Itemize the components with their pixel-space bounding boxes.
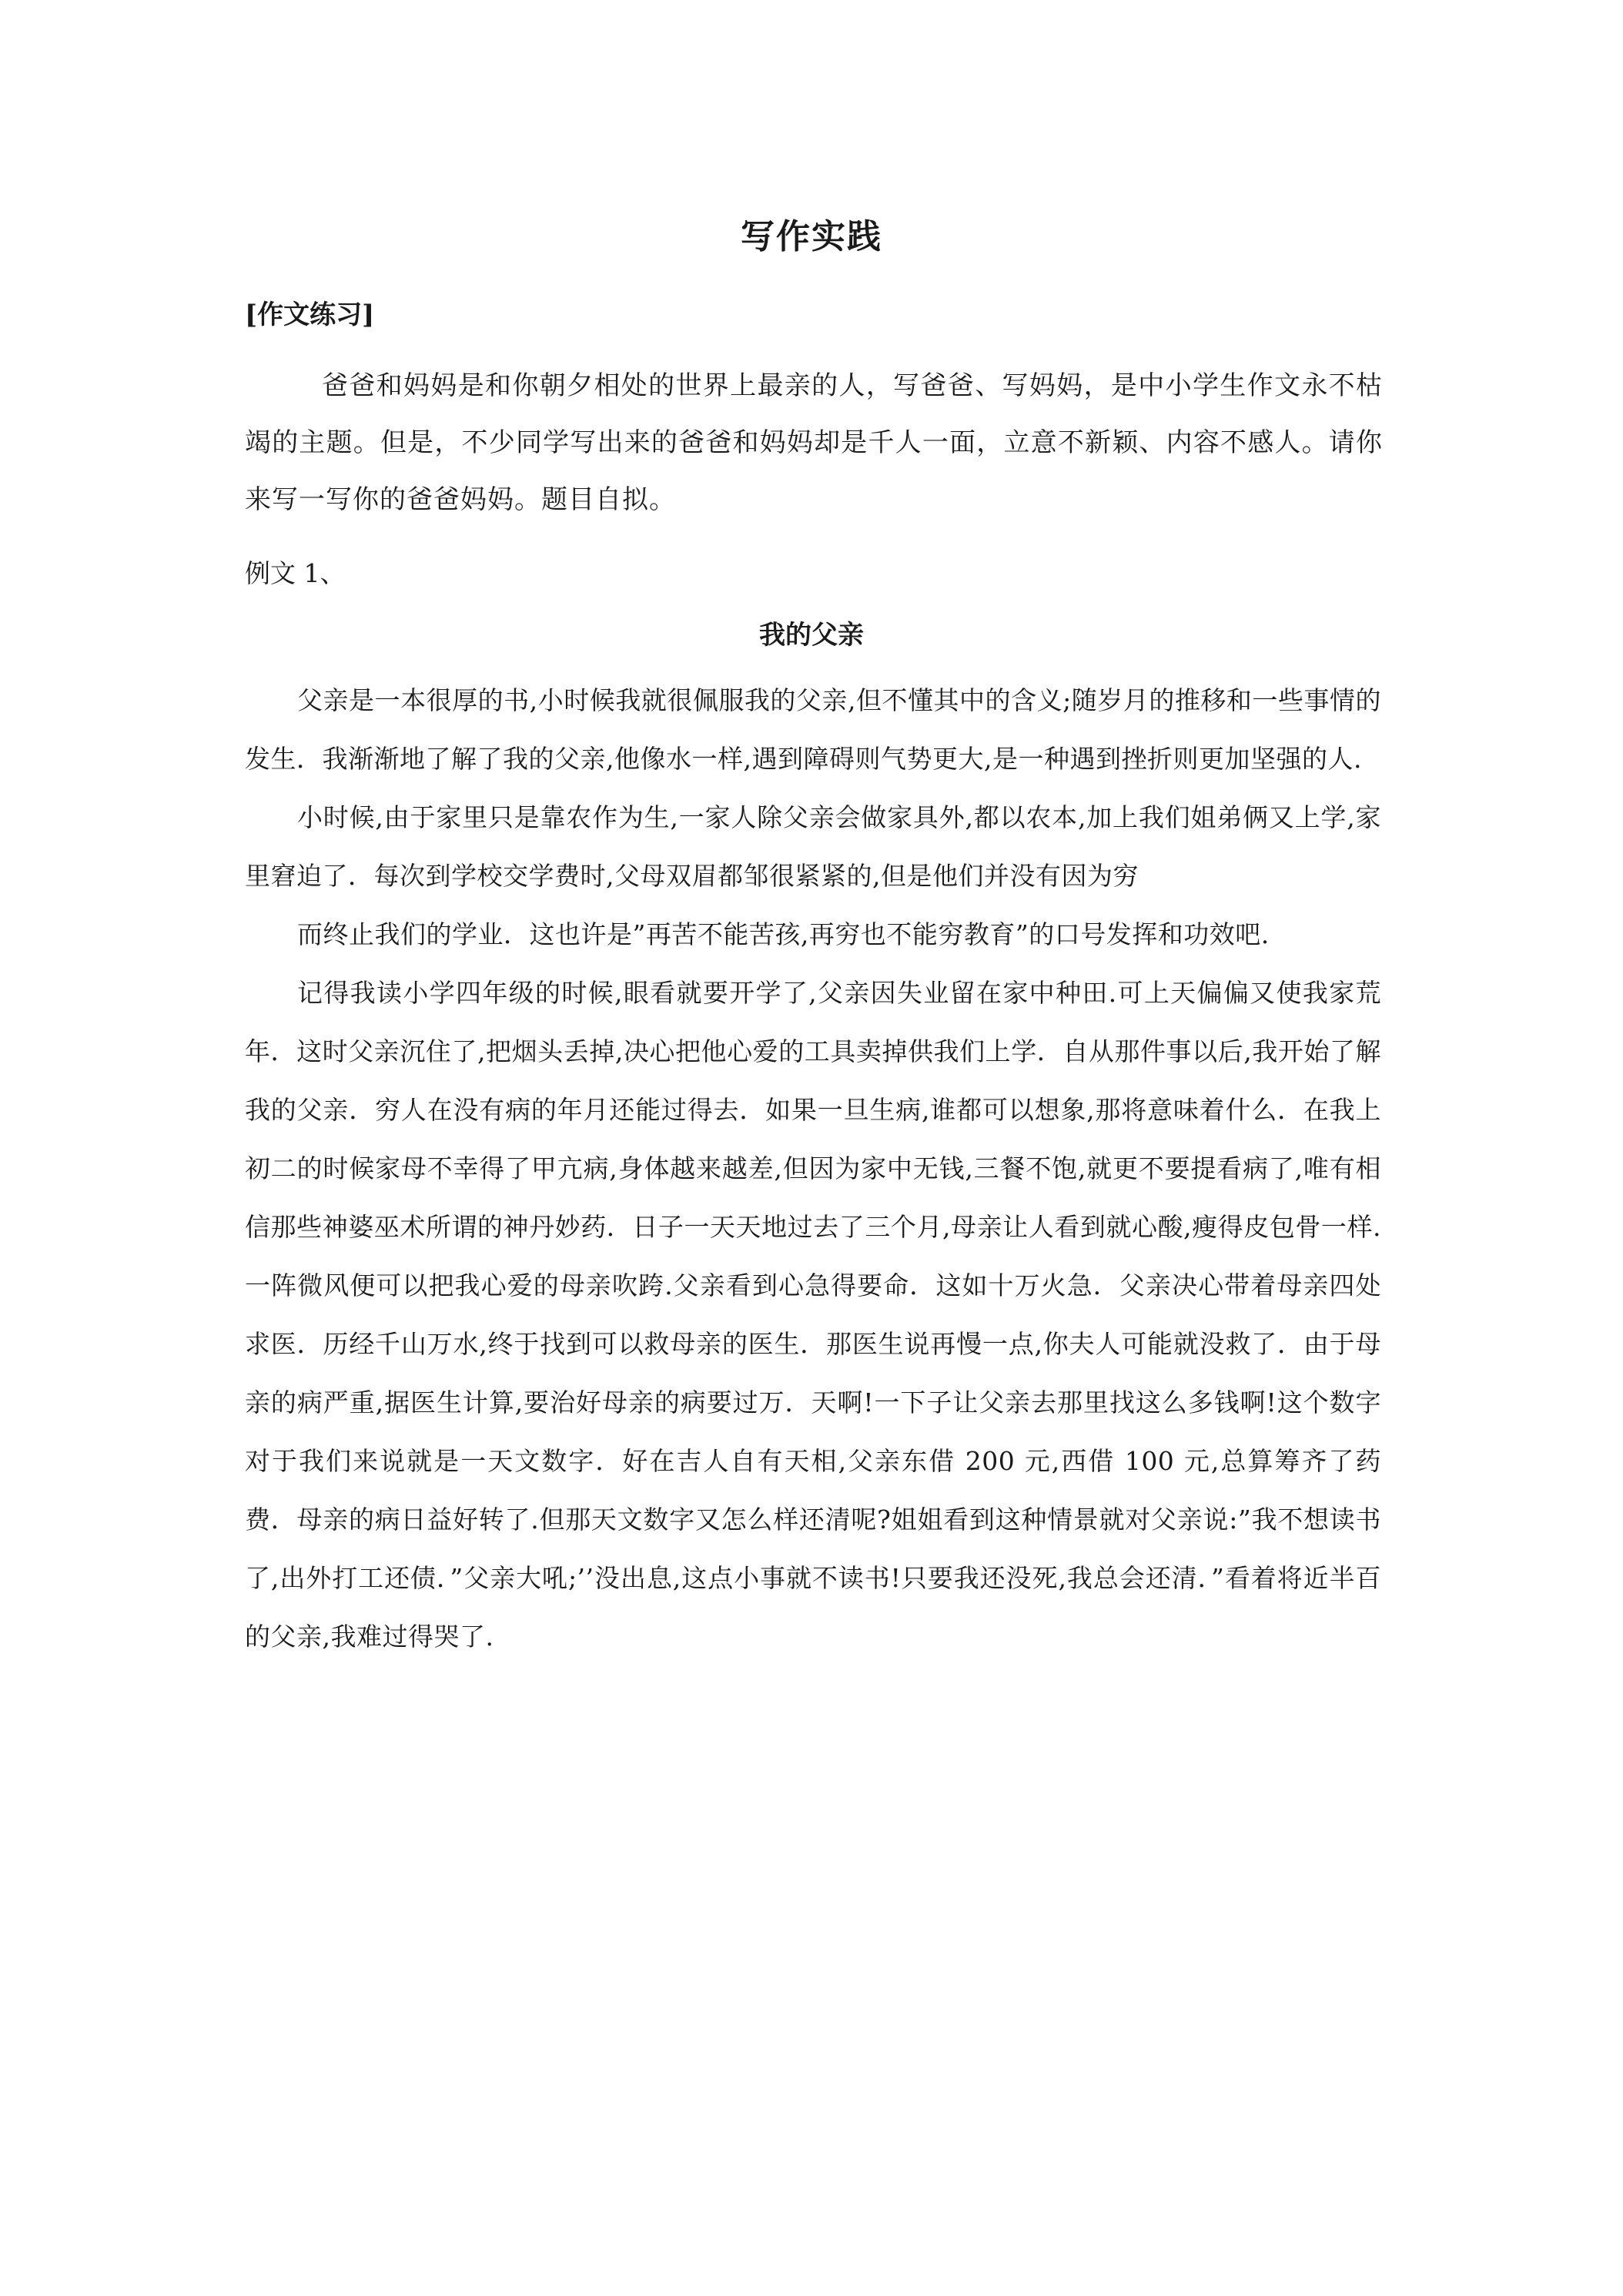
page-title: 写作实践 (741, 217, 882, 256)
essay-paragraph: 父亲是一本很厚的书,小时候我就很佩服我的父亲,但不懂其中的含义;随岁月的推移和一些事情的发生．我渐渐地了解了我的父亲,他像水一样,遇到障碍则气势更大,是一种遇到挫折则更加坚强的人. (245, 685, 1381, 774)
essay-paragraph: 记得我读小学四年级的时候,眼看就要开学了,父亲因失业留在家中种田.可上天偏偏又使我家荒年．这时父亲沉住了,把烟头丢掉,决心把他心爱的工具卖掉供我们上学．自从那件事以后,我开始了解我的父亲．穷人在没有病的年月还能过得去．如果一旦生病,谁都可以想象,那将意味着什么．在我上初二的时候家母不幸得了甲亢病,身体越来越差,但因为家中无钱,三餐不饱,就更不要提看病了,唯有相信那些神婆巫术所谓的神丹妙药．日子一天天地过去了三个月,母亲让人看到就心酸,瘦得皮包骨一样.一阵微风便可以把我心爱的母亲吹跨.父亲看到心急得要命．这如十万火急．父亲决心带着母亲四处求医．历经千山万水,终于找到可以救母亲的医生．那医生说再慢一点,你夫人可能就没救了．由于母亲的病严重,据医生计算,要治好母亲的病要过万．天啊!一下子让父亲去那里找这么多钱啊!这个数字对于我们来说就是一天文数字．好在吉人自有天相,父亲东借 200 元,西借 100 元,总算筹齐了药费．母亲的病日益好转了.但那天文数字又怎么样还清呢?姐姐看到这种情景就对父亲说:”我不想读书了,出外打工还债．”父亲大吼;’’没出息,这点小事就不读书!只要我还没死,我总会还清．”看着将近半百的父亲,我难过得哭了. (245, 978, 1381, 1652)
writing-prompt: 爸爸和妈妈是和你朝夕相处的世界上最亲的人，写爸爸、写妈妈，是中小学生作文永不枯竭的主题。但是，不少同学写出来的爸爸和妈妈却是千人一面，立意不新颖、内容不感人。请你来写一写你的爸爸妈妈。题目自拟。 (245, 370, 1383, 515)
essay-body (245, 671, 1381, 1666)
example-label: 例文 1、 (245, 558, 346, 588)
essay-paragraph: 小时候,由于家里只是靠农作为生,一家人除父亲会做家具外,都以农本,加上我们姐弟俩又上学,家里窘迫了．每次到学校交学费时,父母双眉都邹很紧紧的,但是他们并没有因为穷 (245, 802, 1381, 891)
essay-title: 我的父亲 (759, 620, 864, 651)
essay-paragraph: 而终止我们的学业．这也许是”再苦不能苦孩,再穷也不能穷教育”的口号发挥和功效吧. (297, 919, 1270, 949)
section-label: [作文练习] (245, 300, 375, 330)
